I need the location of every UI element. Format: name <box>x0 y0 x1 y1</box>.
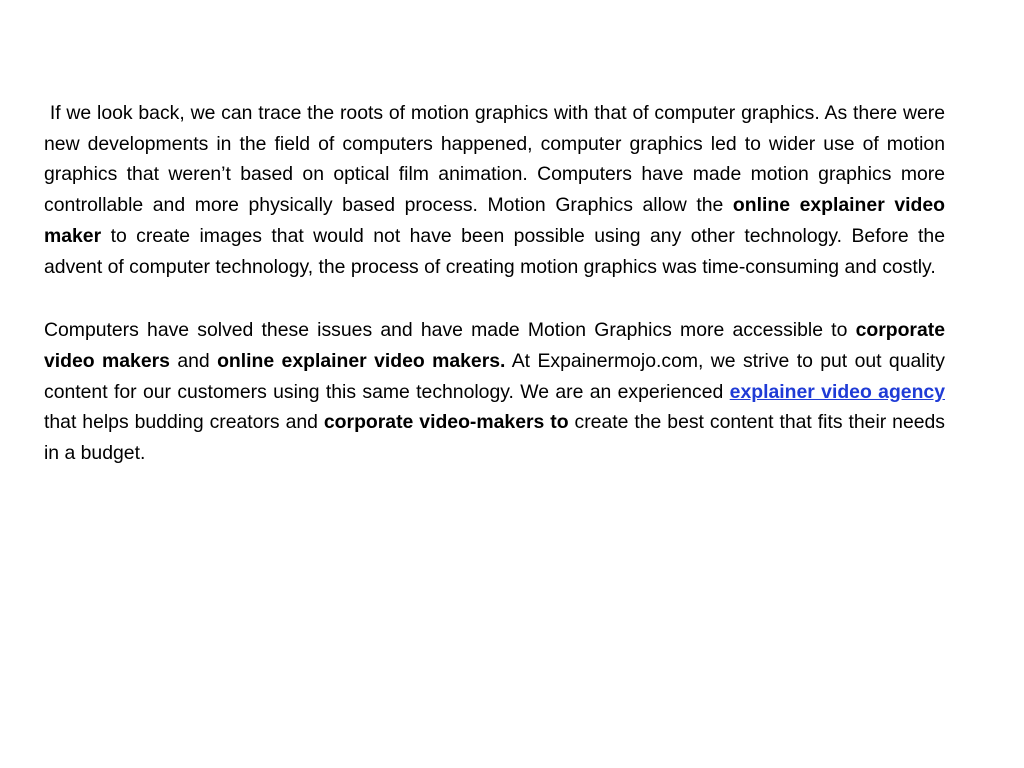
paragraph-1-text-2: to create images that would not have been possible using any other technology. Before the advent of computer technology, the process of creating motion graphics was time-consuming and costly. <box>44 224 945 278</box>
explainer-video-agency-link[interactable]: explainer video agency <box>729 380 945 403</box>
paragraph-2 <box>44 315 945 469</box>
keyword-online-explainer-video-maker: online explainer video maker <box>44 194 945 247</box>
paragraph-1 <box>44 98 945 282</box>
keyword-corporate-video-makers: corporate video makers <box>44 319 945 372</box>
keyword-online-explainer-video-makers: online explainer video makers. <box>217 349 506 372</box>
keyword-corporate-video-makers-to: corporate video-makers to <box>323 411 569 434</box>
paragraph-2-text-3: At Expainermojo.com, we strive to put out quality content for our customers using this same technology. We are an experienced <box>44 349 945 403</box>
paragraph-2-text-2: and <box>169 349 218 372</box>
paragraph-1-text-1: If we look back, we can trace the roots of motion graphics with that of computer graphics. As there were new developments in the field of computers happened, computer graphics led to wider use of motion graphics that weren’t based on optical film animation. Computers have made motion graphics more controllable and more physically based process. Motion Graphics allow the <box>44 102 945 217</box>
paragraph-2-text-1: Computers have solved these issues and have made Motion Graphics more accessible to <box>44 319 856 342</box>
paragraph-2-text-5: create the best content that fits their needs in a budget. <box>44 411 945 465</box>
body-text <box>44 98 945 469</box>
paragraph-2-text-4: that helps budding creators and <box>44 411 324 434</box>
